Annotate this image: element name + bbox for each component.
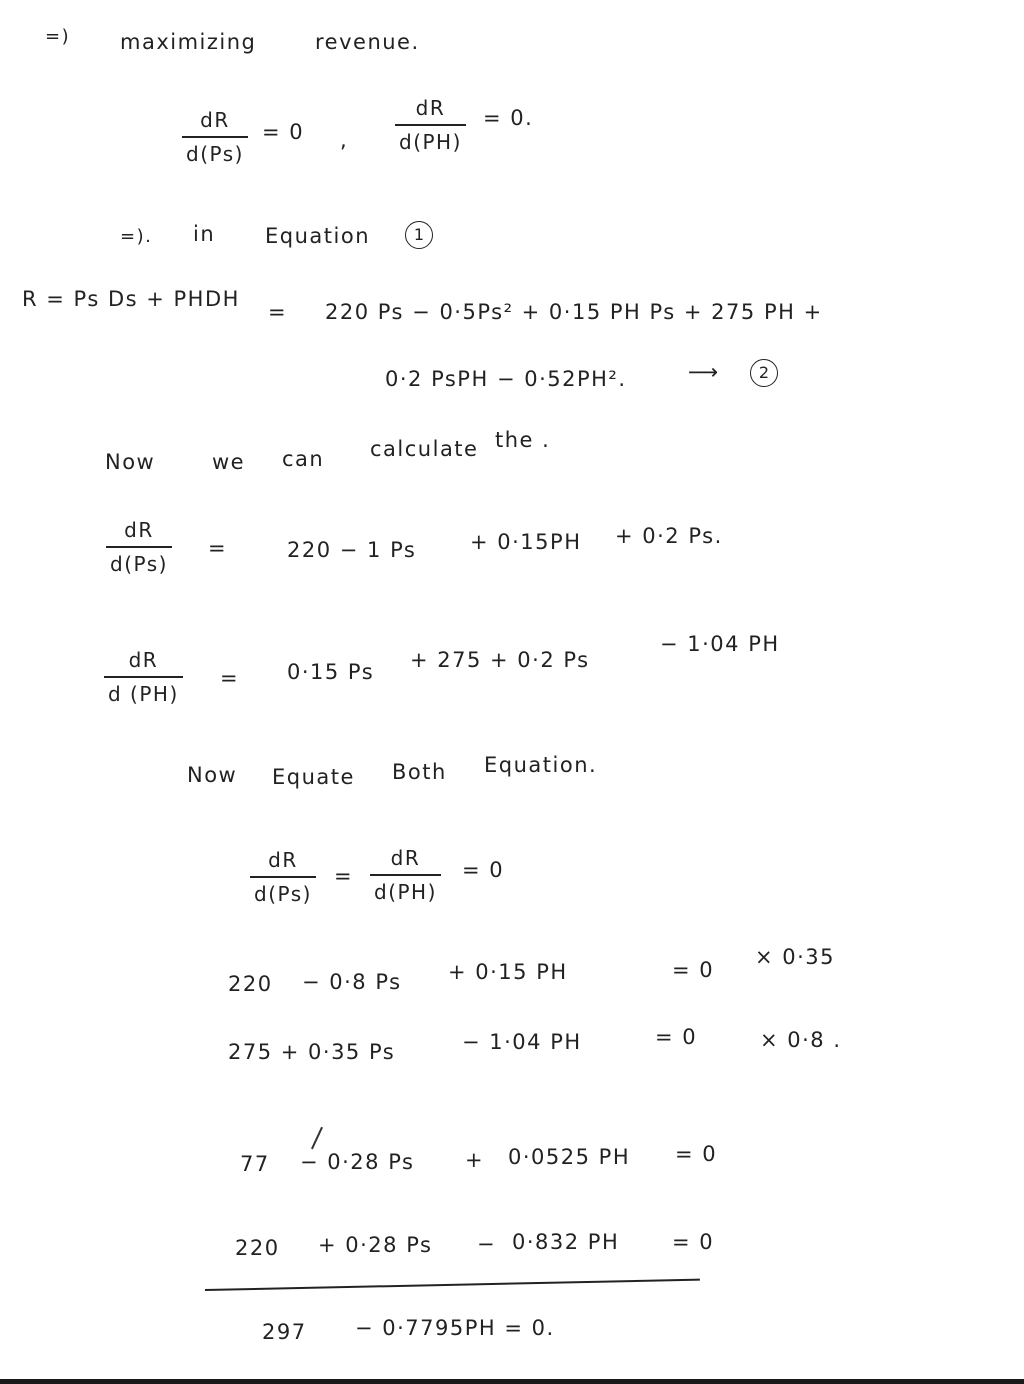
fraction-denominator: d(Ps) — [186, 141, 244, 166]
fraction-numerator: dR — [415, 96, 446, 120]
fraction-numerator: dR — [124, 518, 154, 542]
multiplier-note: × 0·35 — [755, 945, 836, 969]
text-word: calculate — [370, 437, 479, 461]
text-word: we — [212, 450, 246, 474]
multiplier-note: × 0·8 . — [760, 1028, 842, 1052]
comma: , — [340, 128, 349, 152]
expression-term: + 0·15PH — [470, 530, 582, 554]
derivative-fraction — [104, 648, 183, 706]
text-word: Now — [105, 450, 156, 474]
fraction-denominator: d(Ps) — [254, 881, 312, 906]
equation-number-circle: 1 — [405, 221, 433, 249]
implies-marker: =) — [45, 26, 71, 47]
text-word: the . — [495, 428, 551, 452]
equals-zero: = 0 — [262, 120, 305, 144]
expression-term: − — [477, 1232, 497, 1256]
equals-zero: = 0 — [655, 1025, 698, 1049]
expression-term: 297 — [262, 1320, 307, 1344]
pen-stroke — [311, 1127, 323, 1149]
expression-term: + 275 + 0·2 Ps — [410, 648, 590, 672]
equals-zero: = 0 — [672, 958, 715, 982]
text-word: in — [193, 222, 216, 246]
text-word: Equation — [265, 224, 371, 248]
equals-zero: = 0. — [483, 106, 534, 130]
page-bottom-edge — [0, 1379, 1024, 1384]
expression-term: − 1·04 PH — [462, 1030, 582, 1054]
result-equation: − 0·7795PH = 0. — [355, 1316, 555, 1340]
equals-sign: = — [208, 536, 228, 560]
expression-term: 220 — [235, 1236, 280, 1260]
revenue-lhs: R = Ps Ds + PHDH — [22, 287, 240, 311]
fraction-denominator: d(Ps) — [110, 551, 168, 576]
derivative-fraction — [250, 848, 316, 906]
equals-sign: = — [334, 864, 354, 888]
heading-word: maximizing — [120, 30, 257, 54]
fraction-denominator: d (PH) — [108, 681, 179, 706]
expression-term: 220 — [228, 972, 273, 996]
expression-term: 0·832 PH — [512, 1230, 620, 1254]
expression-term: 220 − 1 Ps — [287, 538, 417, 562]
derivative-fraction — [370, 846, 441, 904]
expression-term: 77 — [240, 1152, 270, 1176]
fraction-numerator: dR — [268, 848, 298, 872]
expression-term: 0·15 Ps — [287, 660, 375, 684]
expression-term: + 0·28 Ps — [318, 1233, 433, 1257]
derivative-fraction — [395, 96, 466, 154]
arrow-icon: ⟶ — [688, 360, 720, 384]
revenue-rhs-line2: 0·2 PsPH − 0·52PH². — [385, 367, 627, 391]
derivative-fraction — [182, 108, 248, 166]
expression-term: − 0·28 Ps — [300, 1150, 415, 1174]
expression-term: + 0·15 PH — [448, 960, 568, 984]
expression-term: − 1·04 PH — [660, 632, 780, 656]
fraction-denominator: d(PH) — [399, 129, 462, 154]
expression-term: + 0·2 Ps. — [615, 524, 723, 548]
fraction-numerator: dR — [200, 108, 230, 132]
equals-sign: = — [220, 666, 240, 690]
equals-zero: = 0 — [462, 858, 505, 882]
equation-number-circle: 2 — [750, 359, 778, 387]
implies-marker: =). — [120, 226, 153, 247]
derivative-fraction — [106, 518, 172, 576]
expression-term: − 0·8 Ps — [302, 970, 402, 994]
revenue-rhs-line1: 220 Ps − 0·5Ps² + 0·15 PH Ps + 275 PH + — [325, 300, 823, 324]
text-word: Both — [392, 760, 447, 784]
fraction-numerator: dR — [128, 648, 159, 672]
fraction-numerator: dR — [390, 846, 421, 870]
equals-zero: = 0 — [672, 1230, 715, 1254]
text-word: Now — [187, 763, 238, 787]
equals-sign: = — [268, 300, 288, 324]
heading-word: revenue. — [315, 30, 420, 54]
equals-zero: = 0 — [675, 1142, 718, 1166]
text-word: Equate — [272, 765, 355, 789]
sum-rule — [205, 1279, 700, 1291]
expression-term: + — [465, 1148, 485, 1172]
text-word: can — [282, 447, 325, 471]
text-word: Equation. — [484, 753, 598, 777]
fraction-denominator: d(PH) — [374, 879, 437, 904]
expression-term: 0·0525 PH — [508, 1145, 631, 1169]
expression-term: 275 + 0·35 Ps — [228, 1040, 396, 1064]
